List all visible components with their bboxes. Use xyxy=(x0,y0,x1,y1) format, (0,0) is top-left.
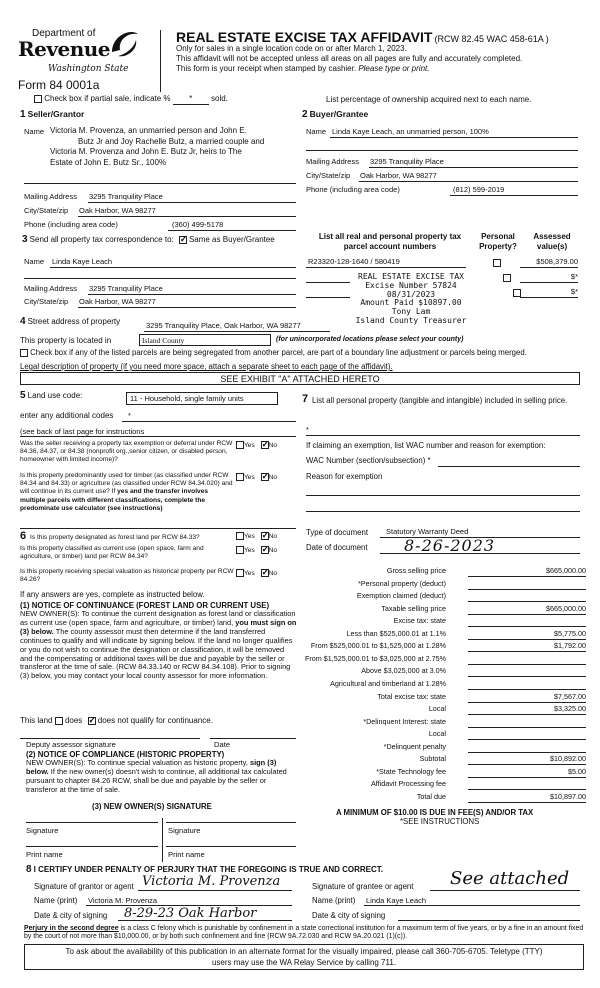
does-qualify-checkbox[interactable] xyxy=(55,717,63,725)
wa-swoosh-icon xyxy=(106,26,142,60)
tax-row-value[interactable] xyxy=(468,780,586,790)
tax-row xyxy=(300,592,600,603)
tax-row-value[interactable]: $665,000.00 xyxy=(468,567,586,577)
grantor-print-name[interactable]: Victoria M. Provenza xyxy=(88,896,158,905)
tax-row-value[interactable] xyxy=(468,655,586,665)
notice1-title: (1) NOTICE OF CONTINUANCE (FOREST LAND OR CURRENT USE) xyxy=(20,601,270,610)
s6-q1-answers: Yes ✓ No xyxy=(236,532,277,541)
buyer-city[interactable]: Oak Harbor, WA 98277 xyxy=(360,171,437,180)
notice3-title: (3) NEW OWNER(S) SIGNATURE xyxy=(92,802,212,811)
located-label: This property is located in xyxy=(20,336,112,345)
personal-property-value[interactable]: * xyxy=(306,425,309,434)
correspondence-heading: 3 Send all property tax correspondence to: ✓ Same as Buyer/Grantee xyxy=(22,234,275,246)
s6-q2-answers: Yes ✓ No xyxy=(236,546,277,555)
continuance-row: This land does ✓ does not qualify for continuance. xyxy=(20,716,213,726)
reason-label: Reason for exemption xyxy=(306,472,383,481)
parcel-account-1[interactable]: R23320-128-1640 / 580419 xyxy=(308,257,400,266)
tax-row xyxy=(300,605,600,616)
tax-row xyxy=(300,580,600,591)
q1-yes-checkbox[interactable] xyxy=(236,441,244,449)
s6-q3: Is this property receiving special valuation as historical property per RCW 84.26? xyxy=(20,568,234,584)
tax-row xyxy=(300,667,600,678)
tax-row-label: Total due xyxy=(416,791,446,801)
segregated-row: Check box if any of the listed parcels are being segregated from another parcel, are part of a boundary line adjustment or parcels being merged. xyxy=(20,348,527,357)
tax-row xyxy=(300,780,600,791)
legal-description[interactable]: SEE EXHIBIT "A" ATTACHED HERETO xyxy=(20,372,580,385)
street-heading: 4 Street address of property xyxy=(20,316,121,327)
tax-row-label: *Delinquent Interest: state xyxy=(363,716,446,726)
q2-yes-checkbox[interactable] xyxy=(236,473,244,481)
tax-row-value[interactable] xyxy=(468,680,586,690)
assessed-value-1[interactable]: $508,379.00 xyxy=(536,257,578,266)
grantee-date-label: Date & city of signing xyxy=(312,911,386,920)
corr-name[interactable]: Linda Kaye Leach xyxy=(52,257,113,266)
segregated-checkbox[interactable] xyxy=(20,349,28,357)
seller-heading: 1 Seller/Grantor xyxy=(20,109,85,120)
s6-q1-yes-checkbox[interactable] xyxy=(236,532,244,540)
exemption-label: If claiming an exemption, list WAC number and reason for exemption: xyxy=(306,441,546,450)
tax-row xyxy=(300,743,600,754)
partial-sale-percent[interactable]: * xyxy=(173,94,209,105)
deputy-date-label: Date xyxy=(214,740,231,749)
tax-row-value[interactable] xyxy=(468,718,586,728)
land-use-heading: 5 Land use code: xyxy=(20,390,83,401)
tax-row-value[interactable] xyxy=(468,592,586,602)
tax-row-label: Gross selling price xyxy=(386,566,446,575)
wac-label: WAC Number (section/subsection) * xyxy=(306,456,431,465)
tax-row-label: Taxable selling price xyxy=(381,603,446,613)
grantee-print-label: Name (print) xyxy=(312,896,356,905)
buyer-city-label: City/State/zip xyxy=(306,171,351,180)
s6-q3-no-checkbox[interactable] xyxy=(261,569,269,577)
owner-signature-label-2: Signature xyxy=(168,826,201,835)
header-line-1: Only for sales in a single location code on or after March 1, 2023. xyxy=(176,44,407,53)
tax-row-label: Subtotal xyxy=(419,754,446,764)
q1-no-checkbox[interactable] xyxy=(261,441,269,449)
s6-q2-yes-checkbox[interactable] xyxy=(236,546,244,554)
s6-q1: Is this property designated as forest land per RCW 84.33? xyxy=(30,534,200,541)
tax-row-label: From $525,000.01 to $1,525,000 at 1.28% xyxy=(310,641,446,651)
notice2-title: (2) NOTICE OF COMPLIANCE (HISTORIC PROPERTY) xyxy=(26,750,225,759)
tax-row xyxy=(300,655,600,666)
s6-q3-answers: Yes ✓ No xyxy=(236,569,277,578)
see-back: (see back of last page for instructions xyxy=(20,427,145,436)
tax-row xyxy=(300,730,600,741)
tax-row-label: Local xyxy=(428,729,446,739)
doc-type[interactable]: Statutory Warranty Deed xyxy=(386,527,469,536)
tax-row-value[interactable]: $5,775.00 xyxy=(468,630,586,640)
grantor-print-label: Name (print) xyxy=(34,896,78,905)
q-timber: Is this property predominantly used for timber (as classified under RCW 84.34 and 84.33) or agriculture (as classified under RCW 84.34.020) and will continue in its current use? If yes and the transfer involves multiple parcels with different classifications, complete the predominate use calculator (see instructions) xyxy=(20,472,233,512)
corr-city[interactable]: Oak Harbor, WA 98277 xyxy=(79,297,156,306)
doc-date-label: Date of document xyxy=(306,543,368,552)
buyer-heading: 2 Buyer/Grantee xyxy=(302,109,369,120)
q2-no-checkbox[interactable] xyxy=(261,473,269,481)
tax-row xyxy=(300,755,600,766)
tax-row xyxy=(300,642,600,653)
see-instructions: *SEE INSTRUCTIONS xyxy=(400,817,480,826)
personal-property-checkbox-2[interactable] xyxy=(503,274,511,282)
grantor-date-label: Date & city of signing xyxy=(34,911,108,920)
minimum-note: A MINIMUM OF $10.00 IS DUE IN FEE(S) AND/OR TAX xyxy=(336,808,534,817)
s6-q1-no-checkbox[interactable] xyxy=(261,532,269,540)
seller-phone-label: Phone (including area code) xyxy=(24,220,118,229)
grantee-print-name[interactable]: Linda Kaye Leach xyxy=(366,896,427,905)
grantor-sig-label: Signature of grantor or agent xyxy=(34,882,134,891)
tax-row-value[interactable] xyxy=(468,730,586,740)
tax-row-label: Agricultural and timberland at 1.28% xyxy=(330,678,446,688)
does-not-qualify-checkbox[interactable] xyxy=(88,717,96,725)
tax-row-value[interactable]: $5.00 xyxy=(468,768,586,778)
if-yes-note: If any answers are yes, complete as instructed below. xyxy=(20,590,205,599)
buyer-mailing-label: Mailing Address xyxy=(306,157,359,166)
corr-mailing-label: Mailing Address xyxy=(24,284,77,293)
tax-row-value[interactable] xyxy=(468,667,586,677)
partial-sale-checkbox[interactable] xyxy=(34,95,42,103)
assessed-value-3[interactable]: $* xyxy=(570,287,578,296)
owner-print-label-1: Print name xyxy=(26,850,63,859)
q2-answers: Yes ✓ No xyxy=(236,473,277,482)
additional-codes-label: enter any additional codes xyxy=(20,411,114,420)
personal-col-header: Personal Property? xyxy=(479,232,517,251)
land-use-select[interactable]: 11 - Household, single family units xyxy=(126,392,278,405)
grantee-sig-label: Signature of grantee or agent xyxy=(312,882,414,891)
buyer-phone[interactable]: (812) 599-2019 xyxy=(453,185,505,194)
tax-row-label: Total excise tax: state xyxy=(377,691,446,701)
tax-row xyxy=(300,567,600,578)
deputy-label: Deputy assessor signature xyxy=(26,740,116,749)
legal-label: Legal description of property (if you need more space, attach a separate sheet to each page of the affidavit). xyxy=(20,362,393,371)
tax-row xyxy=(300,718,600,729)
q-exemption: Was the seller receiving a property tax exemption or deferral under RCW 84.36, 84.37, or 84.38 (nonprofit org.,senior citizen, or disabled person, homeowner with limited income)? xyxy=(20,440,233,464)
personal-property-checkbox-1[interactable] xyxy=(493,259,501,267)
seller-mailing[interactable]: 3295 Tranquility Place xyxy=(89,192,163,201)
tax-row xyxy=(300,693,600,704)
logo-dept: Department of xyxy=(32,28,96,39)
buyer-phone-label: Phone (including area code) xyxy=(306,185,400,194)
corr-mailing[interactable]: 3295 Tranquility Place xyxy=(89,284,163,293)
s6-q3-yes-checkbox[interactable] xyxy=(236,569,244,577)
header-line-3: This form is your receipt when stamped by cashier. Please type or print. xyxy=(176,64,430,73)
seller-city-label: City/State/zip xyxy=(24,206,69,215)
tax-row-label: Affidavit Processing fee xyxy=(371,779,446,789)
tax-row-value[interactable] xyxy=(468,743,586,753)
seller-city[interactable]: Oak Harbor, WA 98277 xyxy=(79,206,156,215)
tax-row-value[interactable]: $10,897.00 xyxy=(468,793,586,803)
corr-city-label: City/State/zip xyxy=(24,297,69,306)
grantee-signature[interactable]: See attached xyxy=(450,868,570,889)
form-number: Form 84 0001a xyxy=(18,78,100,92)
corr-name-label: Name xyxy=(24,257,45,266)
tax-row-value[interactable]: $665,000.00 xyxy=(468,605,586,615)
seller-name-label: Name xyxy=(24,127,45,136)
logo-name: Revenue xyxy=(18,37,110,61)
logo-state: Washington State xyxy=(48,64,129,74)
s7-label: List all personal property (tangible and intangible) included in selling price. xyxy=(312,396,568,405)
tax-row-value[interactable]: $10,892.00 xyxy=(468,755,586,765)
doc-type-label: Type of document xyxy=(306,528,368,537)
wac-value[interactable]: * xyxy=(427,456,431,465)
tax-row-label: Less than $525,000.01 at 1.1% xyxy=(346,628,446,638)
certify-row: 8 I CERTIFY UNDER PENALTY OF PERJURY THAT THE FOREGOING IS TRUE AND CORRECT. xyxy=(26,864,384,875)
buyer-name[interactable]: Linda Kaye Leach, an unmarried person, 100% xyxy=(332,127,489,136)
grantor-signature[interactable]: Victoria M. Provenza xyxy=(142,874,281,889)
tax-row-value[interactable]: $1,792.00 xyxy=(468,642,586,652)
tax-row xyxy=(300,630,600,641)
tax-row-label: Excise tax: state xyxy=(393,616,446,626)
perjury-notice: Perjury in the second degree is a class C felony which is punishable by confinement in a state correctional institution for a maximum term of five years, or by a fine in an amount fixed by the court of not more than $10,000.00, or by both such confinement and fine (RCW 9A.72.030 and RCW 9A.20.021 (1)(c)). xyxy=(24,925,584,941)
assessed-value-2[interactable]: $* xyxy=(570,272,578,281)
tax-row-label: *State Technology fee xyxy=(376,766,446,776)
assessed-col-header: Assessed value(s) xyxy=(533,232,571,251)
buyer-mailing[interactable]: 3295 Tranquility Place xyxy=(370,157,444,166)
tax-row-label: *Personal property (deduct) xyxy=(358,578,446,588)
tax-row-value[interactable] xyxy=(468,617,586,627)
located-note: (for unincorporated locations please select your county) xyxy=(276,336,464,343)
same-as-buyer-checkbox[interactable] xyxy=(179,236,187,244)
seller-name[interactable]: Victoria M. Provenza, an unmarried person and John E. Butz Jr and Joy Rachelle Butz, a married couple and Victoria M. Provenza and John E. Butz Jr, heirs to The Estate of John E. Butz Sr., 100% xyxy=(50,126,265,167)
tax-row xyxy=(300,768,600,779)
s6-q2-no-checkbox[interactable] xyxy=(261,546,269,554)
tax-row-label: Local xyxy=(428,704,446,714)
title-text: REAL ESTATE EXCISE TAX AFFIDAVIT xyxy=(176,29,433,45)
county-select[interactable]: Island County xyxy=(139,334,271,346)
owner-signature-label-1: Signature xyxy=(26,826,59,835)
partial-sale-row: Check box if partial sale, indicate % * sold. xyxy=(34,94,228,105)
s6-num: 6 xyxy=(20,530,27,542)
tax-row-label: Exemption claimed (deduct) xyxy=(356,591,446,601)
property-street[interactable]: 3295 Tranquility Place, Oak Harbor, WA 98277 xyxy=(146,321,301,330)
header-line-2: This affidavit will not be accepted unless all areas on all pages are fully and accurately completed. xyxy=(176,54,523,63)
treasurer-stamp: REAL ESTATE EXCISE TAX Excise Number 57824 08/31/2023 Amount Paid $10897.00 Tony Lam Island County Treasurer xyxy=(355,272,467,325)
tax-row xyxy=(300,680,600,691)
owner-print-label-2: Print name xyxy=(168,850,205,859)
tax-row-label: Above $3,025,000 at 3.0% xyxy=(361,666,446,676)
ownership-note: List percentage of ownership acquired next to each name. xyxy=(326,95,532,104)
doc-date[interactable]: 8-26-2023 xyxy=(404,536,496,555)
tax-row-label: From $1,525,000.01 to $3,025,000 at 2.75% xyxy=(304,653,446,663)
notice2-body: NEW OWNER(S): To continue special valuation as historic property, sign (3) below. If the new owner(s) doesn't wish to continue, all additional tax calculated pursuant to chapter 84.26 RCW, shall be due and payable by the seller or transferor at the time of sale. xyxy=(26,758,287,794)
tax-row-value[interactable] xyxy=(468,580,586,590)
seller-phone[interactable]: (360) 499-5178 xyxy=(172,220,224,229)
seller-mailing-label: Mailing Address xyxy=(24,192,77,201)
additional-codes-value[interactable]: * xyxy=(128,411,131,420)
parcel-col-header: List all real and personal property tax parcel account numbers xyxy=(318,232,462,251)
alt-format-notice: To ask about the availability of this publication in an alternate format for the visually impaired, please call 360-705-6705. Teletype (TTY) users may use the WA Relay Service by calling 711. xyxy=(24,944,584,970)
title-ref: (RCW 82.45 WAC 458-61A ) xyxy=(434,34,549,44)
tax-row xyxy=(300,617,600,628)
buyer-name-label: Name xyxy=(306,127,327,136)
revenue-logo xyxy=(18,28,158,80)
tax-row-label: *Delinquent penalty xyxy=(383,741,446,751)
tax-row-value[interactable]: $3,325.00 xyxy=(468,705,586,715)
tax-row xyxy=(300,793,600,804)
q1-answers: Yes ✓ No xyxy=(236,441,277,450)
grantor-date-city[interactable]: 8-29-23 Oak Harbor xyxy=(124,906,257,921)
s6-q2: Is this property classified as current use (open space, farm and agriculture, or timber) land per RCW 84.34? xyxy=(20,545,204,561)
tax-row xyxy=(300,705,600,716)
s7-num: 7 xyxy=(302,393,309,405)
tax-row-value[interactable]: $7,567.00 xyxy=(468,693,586,703)
notice1-body: NEW OWNER(S): To continue the current designation as forest land or classification as current use (open space, farm and agriculture, or timber) land, you must sign on (3) below. The county assessor must then determine if the land transferred continues to qualify and will indicate by signing below. If the land no longer qualifies or you do not wish to continue the designation or classification, it will be removed and the compensating or additional taxes will be due and payable by the seller or transferor at the time of sale. (RCW 84.33.140 or RCW 84.34.108). Prior to signing (3) below, you may contact your local county assessor for more information. xyxy=(20,609,297,681)
